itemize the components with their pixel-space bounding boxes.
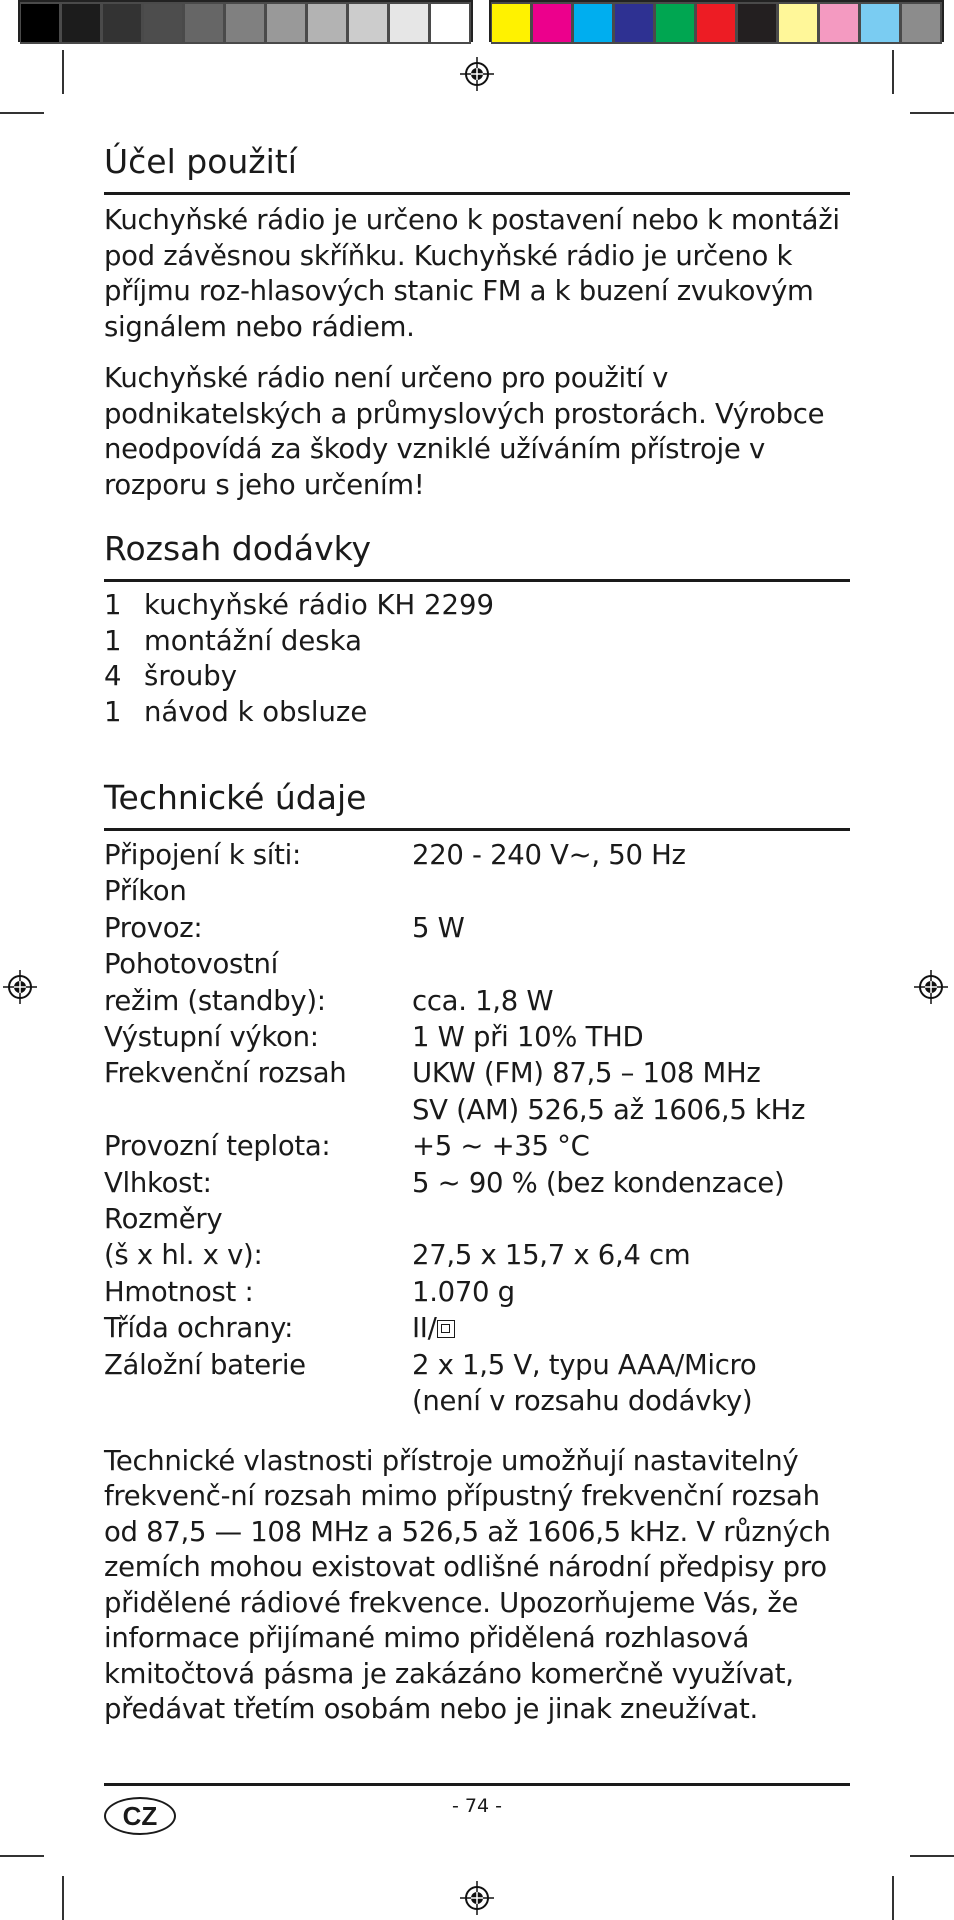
tech-value xyxy=(412,1237,850,1273)
tech-label: Pohotovostní xyxy=(104,948,278,981)
tech-label: Třída ochrany: xyxy=(104,1312,294,1345)
registration-mark-icon xyxy=(460,1881,494,1915)
color-swatch xyxy=(737,2,778,44)
tech-row xyxy=(104,1310,850,1346)
tech-value xyxy=(412,1092,850,1128)
tech-label: Příkon xyxy=(104,875,187,908)
delivery-item-qty: 1 xyxy=(104,624,122,657)
tech-row xyxy=(104,983,850,1019)
color-swatch xyxy=(532,2,573,44)
tech-value xyxy=(412,910,850,946)
color-swatch xyxy=(778,2,819,44)
tech-label xyxy=(104,1092,412,1128)
tech-row xyxy=(104,1274,850,1310)
tech-row xyxy=(104,1383,850,1419)
color-swatch xyxy=(860,2,901,44)
tech-label: Provoz: xyxy=(104,911,203,944)
purpose-paragraph: Kuchyňské rádio je určeno k postavení nebo k montáži pod závěsnou skříňku. Kuchyňské rádio je určeno k příjmu roz-hlasových stanic FM a k buzení zvukovým signálem nebo rádiem. xyxy=(104,204,840,343)
tech-value-text: 27,5 x 15,7 x 6,4 cm xyxy=(412,1239,691,1272)
tech-value-text: 5 W xyxy=(412,911,465,944)
crop-mark xyxy=(0,112,44,114)
tech-value-text: 1.070 g xyxy=(412,1275,515,1308)
crop-mark xyxy=(892,50,894,94)
tech-value-text: +5 ~ +35 °C xyxy=(412,1130,590,1163)
tech-value xyxy=(412,837,850,873)
tech-row xyxy=(104,1201,850,1237)
color-swatches xyxy=(489,0,944,42)
tech-label: Záložní baterie xyxy=(104,1348,306,1381)
color-swatch xyxy=(573,2,614,44)
color-swatch xyxy=(307,2,348,44)
crop-mark xyxy=(0,1855,44,1857)
tech-value xyxy=(412,983,850,1019)
tech-value xyxy=(412,1310,850,1346)
tech-label: režim (standby): xyxy=(104,984,326,1017)
color-swatch xyxy=(696,2,737,44)
tech-value xyxy=(412,1055,850,1091)
delivery-heading: Rozsah dodávky xyxy=(104,527,850,582)
tech-value-text: 1 W při 10% THD xyxy=(412,1021,644,1054)
delivery-item-qty: 4 xyxy=(104,660,122,692)
color-swatch xyxy=(655,2,696,44)
tech-label: Připojení k síti: xyxy=(104,839,301,871)
tech-label: Rozměry xyxy=(104,1203,223,1236)
tech-value-text: 5 ~ 90 % (bez kondenzace) xyxy=(412,1166,785,1199)
color-swatch xyxy=(61,2,102,44)
page-number: - 74 - xyxy=(452,1795,502,1817)
delivery-item-text: šrouby xyxy=(144,660,238,692)
purpose-paragraph: Kuchyňské rádio není určeno pro použití v podnikatelských a průmyslových prostorách. Výrobce neodpovídá za škody vzniklé užíváním přístroje v rozporu s jeho určením! xyxy=(104,362,825,501)
tech-value xyxy=(412,1128,850,1164)
tech-row xyxy=(104,910,850,946)
registration-mark-icon xyxy=(914,970,948,1004)
color-swatch xyxy=(20,2,61,44)
protection-class-ii-icon xyxy=(437,1320,455,1338)
tech-value-text: cca. 1,8 W xyxy=(412,984,554,1017)
delivery-item xyxy=(104,659,850,695)
color-swatch xyxy=(184,2,225,44)
tech-value xyxy=(412,873,850,909)
tech-value-text: II/ xyxy=(412,1312,437,1345)
tech-row xyxy=(104,946,850,982)
tech-label: (š x hl. x v): xyxy=(104,1239,263,1272)
tech-row xyxy=(104,1128,850,1164)
color-swatch xyxy=(143,2,184,44)
tech-spec-table xyxy=(104,837,850,1420)
color-swatch xyxy=(491,2,532,44)
delivery-list xyxy=(104,588,850,730)
tech-value-text: UKW (FM) 87,5 – 108 MHz xyxy=(412,1057,761,1090)
delivery-item-qty: 1 xyxy=(104,589,122,621)
delivery-item-qty: 1 xyxy=(104,695,122,728)
footer-divider xyxy=(104,1783,850,1786)
crop-mark xyxy=(62,1876,64,1920)
tech-row xyxy=(104,837,850,873)
tech-row xyxy=(104,873,850,909)
country-code-badge: CZ xyxy=(104,1797,176,1835)
tech-value xyxy=(412,1019,850,1055)
tech-label: Frekvenční rozsah xyxy=(104,1057,347,1090)
tech-value xyxy=(412,1347,850,1383)
page-content xyxy=(104,140,850,1728)
tech-heading: Technické údaje xyxy=(104,776,850,831)
tech-value-text: 2 x 1,5 V, typu AAA/Micro xyxy=(412,1348,757,1381)
tech-value xyxy=(412,1383,850,1419)
crop-mark xyxy=(892,1876,894,1920)
tech-row xyxy=(104,1347,850,1383)
tech-label: Provozní teplota: xyxy=(104,1130,331,1163)
crop-mark xyxy=(910,1855,954,1857)
crop-mark xyxy=(910,112,954,114)
tech-value-text: (není v rozsahu dodávky) xyxy=(412,1385,753,1418)
tech-label: Vlhkost: xyxy=(104,1166,212,1199)
purpose-heading: Účel použití xyxy=(104,140,850,195)
tech-value xyxy=(412,1201,850,1237)
color-swatch xyxy=(266,2,307,44)
tech-row xyxy=(104,1165,850,1201)
tech-row xyxy=(104,1237,850,1273)
color-swatch xyxy=(430,2,471,44)
color-swatch xyxy=(102,2,143,44)
grayscale-swatches xyxy=(18,0,473,42)
color-swatch xyxy=(225,2,266,44)
tech-note-paragraph: Technické vlastnosti přístroje umožňují nastavitelný frekvenč-ní rozsah mimo přípustný frekvenční rozsah od 87,5 — 108 MHz a 526,5 až 1606,5 kHz. V různých zemích mohou existovat odlišné národní předpisy pro přidělené rádiové frekvence. Upozorňujeme Vás, že informace přijímané mimo přidělená rozhlasová kmitočtová pásma je zakázáno komerčně využívat, předávat třetím osobám nebo je jinak zneužívat. xyxy=(104,1444,831,1725)
delivery-item-text: montážní deska xyxy=(144,624,362,657)
tech-value-text: SV (AM) 526,5 až 1606,5 kHz xyxy=(412,1093,806,1126)
color-swatch xyxy=(389,2,430,44)
delivery-item xyxy=(104,588,850,624)
delivery-item-text: kuchyňské rádio KH 2299 xyxy=(144,589,494,621)
tech-value xyxy=(412,1165,850,1201)
registration-mark-icon xyxy=(460,57,494,91)
print-color-bar xyxy=(18,0,944,42)
tech-value xyxy=(412,946,850,982)
tech-value xyxy=(412,1274,850,1310)
color-swatch xyxy=(348,2,389,44)
color-swatch xyxy=(901,2,942,44)
color-swatch xyxy=(614,2,655,44)
delivery-item xyxy=(104,624,850,660)
delivery-item-text: návod k obsluze xyxy=(144,695,368,728)
delivery-item xyxy=(104,695,850,731)
tech-value-text: 220 - 240 V~, 50 Hz xyxy=(412,839,686,871)
tech-row xyxy=(104,1019,850,1055)
tech-label: Výstupní výkon: xyxy=(104,1021,319,1054)
registration-mark-icon xyxy=(3,970,37,1004)
tech-row xyxy=(104,1092,850,1128)
tech-label xyxy=(104,1383,412,1419)
tech-label: Hmotnost : xyxy=(104,1275,254,1308)
color-swatch xyxy=(819,2,860,44)
tech-row xyxy=(104,1055,850,1091)
crop-mark xyxy=(62,50,64,94)
